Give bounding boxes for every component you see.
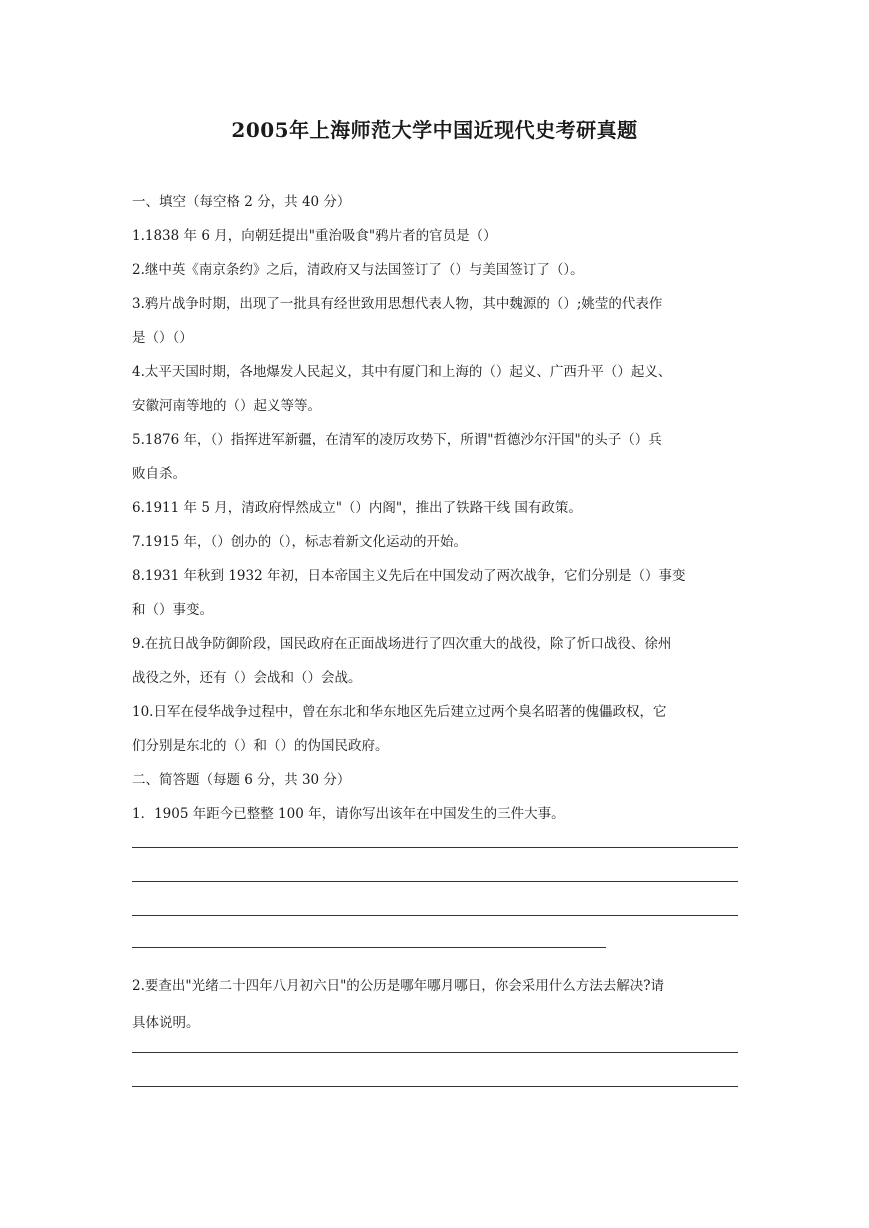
question-line: 安徽河南等地的（）起义等等。 [132,398,321,414]
question-line: 5.1876 年，（）指挥进军新疆，在清军的凌厉攻势下，所谓"哲德沙尔汗国"的头子（）兵 [132,432,662,448]
question-line: 1.1838 年 6 月，向朝廷提出"重治吸食"鸦片者的官员是（） [132,228,497,244]
answer-line [132,1086,738,1087]
answer-line [132,915,738,916]
question-line: 4.太平天国时期，各地爆发人民起义，其中有厦门和上海的（）起义、广西升平（）起义、 [132,364,672,380]
question-line: 3.鸦片战争时期，出现了一批具有经世致用思想代表人物，其中魏源的（）;姚莹的代表作 [132,296,663,312]
question-line: 2.继中英《南京条约》之后，清政府又与法国签订了（）与美国签订了（）。 [132,262,584,278]
question-line: 败自杀。 [132,466,186,482]
question-line: 和（）事变。 [132,602,213,618]
page-title: 2005年上海师范大学中国近现代史考研真题 [231,118,638,142]
section-heading: 二、简答题（每题 6 分，共 30 分） [132,772,351,788]
question-line: 6.1911 年 5 月，清政府悍然成立"（）内阁"，推出了铁路干线 国有政策。 [132,500,582,516]
answer-line [132,1052,738,1053]
section-heading: 一、填空（每空格 2 分，共 40 分） [132,194,351,210]
question-line: 8.1931 年秋到 1932 年初，日本帝国主义先后在中国发动了两次战争，它们分别是（）事变 [132,568,686,584]
question-line: 7.1915 年，（）创办的（），标志着新文化运动的开始。 [132,534,468,550]
question-line: 们分别是东北的（）和（）的伪国民政府。 [132,738,389,754]
question-line: 具体说明。 [132,1015,200,1031]
answer-line [132,881,738,882]
question-line: 10.日军在侵华战争过程中，曾在东北和华东地区先后建立过两个臭名昭著的傀儡政权，它 [132,704,667,720]
answer-line [132,847,738,848]
question-line: 战役之外，还有（）会战和（）会战。 [132,670,362,686]
question-line: 9.在抗日战争防御阶段，国民政府在正面战场进行了四次重大的战役，除了忻口战役、徐州 [132,636,672,652]
answer-line [132,947,606,948]
question-line: 1．1905 年距今已整整 100 年，请你写出该年在中国发生的三件大事。 [132,806,565,822]
question-line: 是（）（） [132,330,193,346]
question-line: 2.要查出"光绪二十四年八月初六日"的公历是哪年哪月哪日，你会采用什么方法去解决?请 [132,978,665,994]
